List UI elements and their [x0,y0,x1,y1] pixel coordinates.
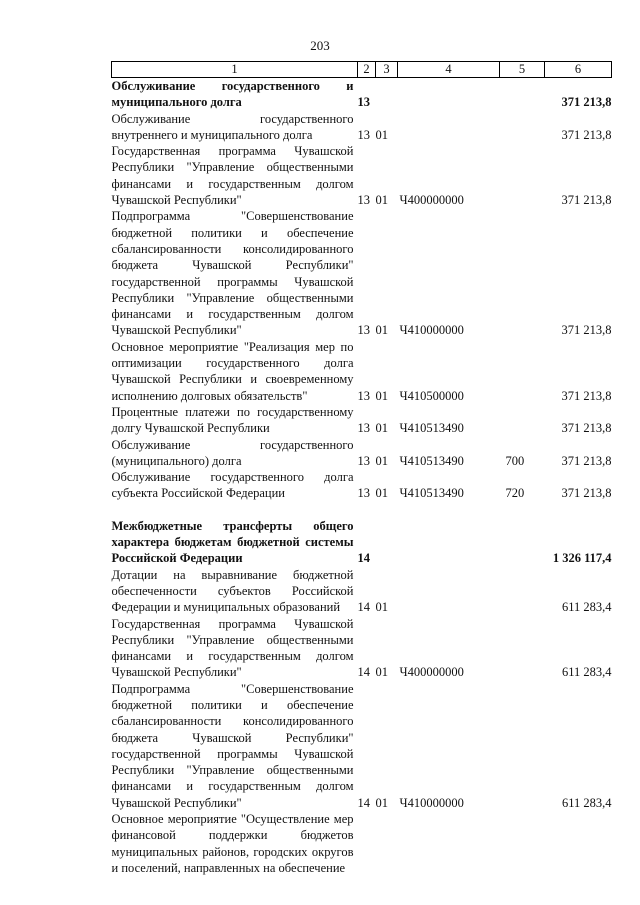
row-target-article: Ч410500000 [399,388,464,403]
row-subsection: 01 [375,665,388,680]
table-row [112,616,612,681]
row-expense-type [500,518,545,567]
row-name: Обслуживание государственного (муниципального) долга [111,437,354,468]
row-section: 14 [357,665,370,680]
budget-table [111,61,612,876]
row-target-article: Ч410513490 [399,453,464,468]
row-expense-type [500,616,545,681]
table-row [112,143,612,208]
row-subsection: 01 [375,795,388,810]
row-expense-type [500,567,545,616]
row-amount: 371 213,8 [561,421,612,436]
row-amount: 371 213,8 [561,127,612,142]
row-expense-type [500,404,545,437]
row-name: Обслуживание государственного долга субъекта Российской Федерации [111,470,354,501]
table-row [112,208,612,338]
row-name: Обслуживание государственного внутреннего и муниципального долга [111,111,354,142]
row-target-article: Ч400000000 [399,665,464,680]
row-expense-type [500,681,545,811]
header-col-6: 6 [545,62,612,78]
row-target-article: Ч410513490 [399,421,464,436]
row-target-article [398,567,500,616]
table-header-row [112,62,612,78]
row-target-article [398,111,500,144]
row-name: Межбюджетные трансферты общего характера бюджетам бюджетной системы Российской Федерации [111,518,354,566]
row-subsection: 01 [375,421,388,436]
row-name: Основное мероприятие "Реализация мер по оптимизации государственного долга Чувашской Республики и своевременному исполнению долговых обязательств" [111,339,354,403]
row-expense-type [500,208,545,338]
section-spacer [112,502,612,518]
row-name: Государственная программа Чувашской Республики "Управление общественными финансами и государственным долгом Чувашской Республики" [111,616,354,680]
header-col-3: 3 [376,62,398,78]
table-row [112,811,612,876]
table-row [112,111,612,144]
row-name: Дотации на выравнивание бюджетной обеспеченности субъектов Российской Федерации и муниципальных образований [111,567,354,615]
row-amount: 371 213,8 [561,486,612,501]
table-row [112,681,612,811]
row-name: Подпрограмма "Совершенствование бюджетной политики и обеспечение сбалансированности консолидированного бюджета Чувашской Республики" государственной программы Чувашской Республики "Управление общественными финансами и государственным долгом Чувашской Республики" [111,209,354,338]
row-name: Обслуживание государственного и муниципального долга [111,79,354,110]
row-expense-type [500,339,545,404]
row-expense-type [500,111,545,144]
row-subsection: 01 [375,388,388,403]
row-subsection: 01 [375,127,388,142]
row-name: Подпрограмма "Совершенствование бюджетной политики и обеспечение сбалансированности консолидированного бюджета Чувашской Республики" государственной программы Чувашской Республики "Управление общественными финансами и государственным долгом Чувашской Республики" [111,681,354,810]
table-row [112,469,612,502]
row-section: 13 [357,388,370,403]
row-expense-type [500,811,545,876]
row-subsection: 01 [375,600,388,615]
row-subsection: 01 [375,323,388,338]
table-row [112,437,612,470]
row-target-article [398,78,500,111]
row-amount: 611 283,4 [561,795,612,810]
row-expense-type [500,78,545,111]
header-col-2: 2 [358,62,376,78]
row-name: Процентные платежи по государственному долгу Чувашской Республики [111,404,354,436]
header-col-4: 4 [398,62,500,78]
row-subsection: 01 [375,193,388,208]
header-col-5: 5 [500,62,545,78]
row-amount: 371 213,8 [561,95,612,110]
row-section: 13 [357,486,370,501]
row-amount: 1 326 117,4 [552,551,612,566]
row-name: Основное мероприятие "Осуществление мер финансовой поддержки бюджетов муниципальных районов, городских округов и поселений, направленных на обеспечение [111,812,354,875]
row-expense-type: 700 [505,453,525,468]
row-section: 13 [357,193,370,208]
table-row [112,518,612,567]
row-section: 13 [357,95,370,110]
row-expense-type [500,143,545,208]
row-amount: 371 213,8 [561,323,612,338]
table-row [112,78,612,111]
header-col-1: 1 [112,62,358,78]
row-name: Государственная программа Чувашской Республики "Управление общественными финансами и государственным долгом Чувашской Республики" [111,144,354,208]
row-section: 13 [357,421,370,436]
row-section: 13 [357,127,370,142]
page-number: 203 [310,38,330,53]
table-row [112,404,612,437]
table-row [112,567,612,616]
row-subsection [376,78,398,111]
row-target-article [398,811,500,876]
row-amount: 611 283,4 [561,665,612,680]
row-target-article: Ч410513490 [399,486,464,501]
row-target-article: Ч410000000 [399,323,464,338]
row-amount: 611 283,4 [561,600,612,615]
row-subsection [376,518,398,567]
row-target-article [398,518,500,567]
row-section: 14 [357,551,370,566]
row-expense-type: 720 [505,486,525,501]
row-amount [545,811,612,876]
row-section: 14 [357,795,370,810]
row-section [358,811,376,876]
row-section: 13 [357,453,370,468]
row-target-article: Ч400000000 [399,193,464,208]
row-subsection: 01 [375,486,388,501]
row-amount: 371 213,8 [561,388,612,403]
row-section: 13 [357,323,370,338]
table-row [112,339,612,404]
row-amount: 371 213,8 [561,453,612,468]
row-subsection [376,811,398,876]
row-subsection: 01 [375,453,388,468]
row-amount: 371 213,8 [561,193,612,208]
row-target-article: Ч410000000 [399,795,464,810]
row-section: 14 [357,600,370,615]
